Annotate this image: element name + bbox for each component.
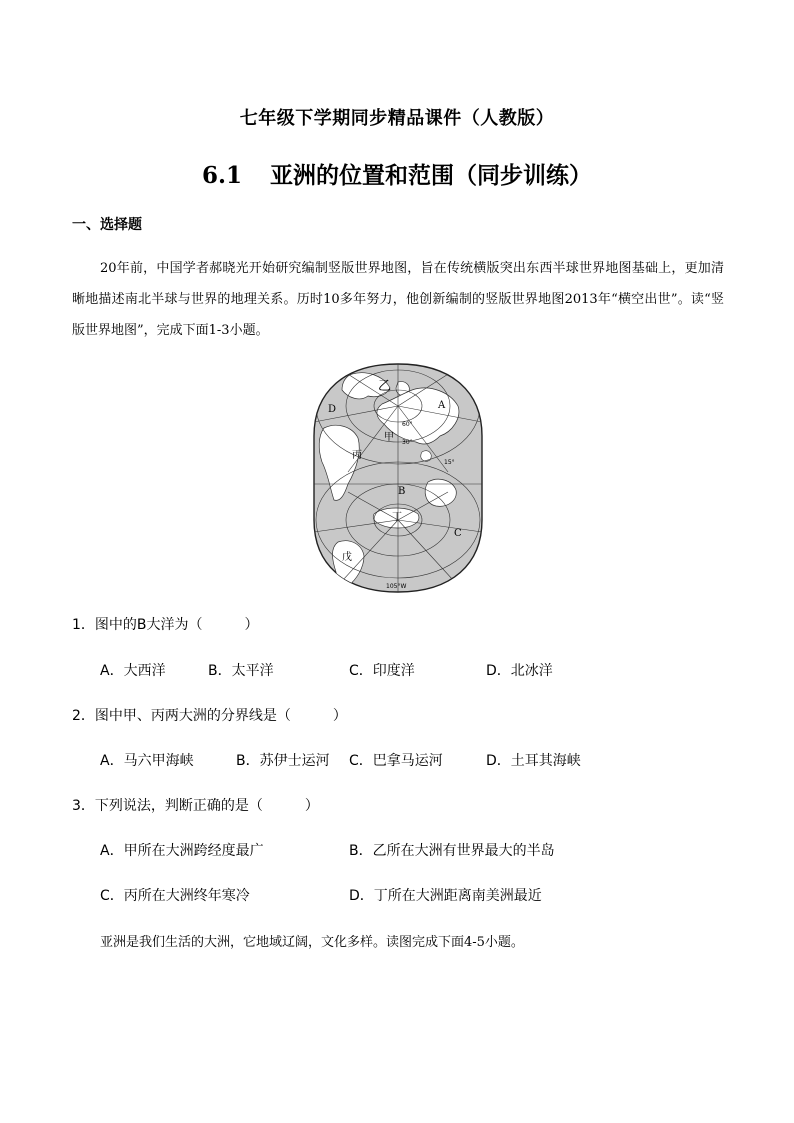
map-label-jia: 甲 bbox=[384, 432, 394, 443]
question-2-option-a[interactable]: A．马六甲海峡 bbox=[100, 753, 194, 769]
map-label-c: C bbox=[454, 528, 462, 539]
question-2-option-d[interactable]: D．土耳其海峡 bbox=[486, 753, 581, 769]
map-label-yi: 乙 bbox=[378, 379, 392, 394]
map-label-bing: 丙 bbox=[352, 450, 362, 461]
map-degree-15: 15° bbox=[444, 459, 455, 466]
map-degree-105w: 105°W bbox=[386, 583, 407, 590]
question-3-close: ） bbox=[304, 798, 319, 814]
lesson-title bbox=[0, 157, 794, 190]
question-3-option-a[interactable]: A．甲所在大洲跨经度最广 bbox=[100, 843, 264, 859]
question-1-option-c[interactable]: C．印度洋 bbox=[349, 663, 415, 679]
question-3-option-d[interactable]: D．丁所在大洲距离南美洲最近 bbox=[349, 888, 542, 904]
lesson-title-text: 亚洲的位置和范围（同步训练） bbox=[270, 163, 592, 189]
intro-paragraph: 20年前，中国学者郝晓光开始研究编制竖版世界地图，旨在传统横版突出东西半球世界地图基础上，更加清晰地描述南北半球与世界的地理关系。历时10多年努力，他创新编制的竖版世界地图2013年“横空出世”。读“竖版世界地图”，完成下面1-3小题。 bbox=[72, 261, 724, 338]
question-1-option-d[interactable]: D．北冰洋 bbox=[486, 663, 553, 679]
question-3-option-b[interactable]: B．乙所在大洲有世界最大的半岛 bbox=[349, 843, 555, 859]
map-label-a: A bbox=[438, 400, 446, 411]
map-degree-60: 60° bbox=[402, 421, 413, 428]
question-1-close: ） bbox=[244, 617, 259, 633]
question-1-option-b[interactable]: B．太平洋 bbox=[208, 663, 274, 679]
question-2-option-c[interactable]: C．巴拿马运河 bbox=[349, 753, 443, 769]
question-1-stem: 1．图中的B大洋为（ bbox=[72, 617, 203, 633]
section-heading: 一、选择题 bbox=[72, 217, 142, 233]
question-1 bbox=[72, 614, 259, 634]
vertical-world-map bbox=[312, 362, 484, 594]
map-label-ding: 丁 bbox=[392, 512, 402, 523]
lesson-number: 6.1 bbox=[201, 162, 242, 189]
question-2-close: ） bbox=[332, 708, 347, 724]
intro-paragraph-2: 亚洲是我们生活的大洲，它地域辽阔，文化多样。读图完成下面4-5小题。 bbox=[100, 935, 524, 950]
map-degree-30: 30° bbox=[402, 439, 413, 446]
question-1-option-a[interactable]: A．大西洋 bbox=[100, 663, 166, 679]
map-label-wu: 戊 bbox=[342, 552, 352, 563]
document-header: 七年级下学期同步精品课件（人教版） bbox=[239, 108, 555, 129]
question-2-stem: 2．图中甲、丙两大洲的分界线是（ bbox=[72, 708, 291, 724]
map-label-d: D bbox=[328, 404, 337, 415]
map-label-b: B bbox=[398, 486, 406, 497]
question-3 bbox=[72, 795, 319, 815]
question-2-option-b[interactable]: B．苏伊士运河 bbox=[236, 753, 330, 769]
question-3-stem: 3．下列说法，判断正确的是（ bbox=[72, 798, 263, 814]
question-3-option-c[interactable]: C．丙所在大洲终年寒冷 bbox=[100, 888, 250, 904]
question-2 bbox=[72, 705, 347, 725]
